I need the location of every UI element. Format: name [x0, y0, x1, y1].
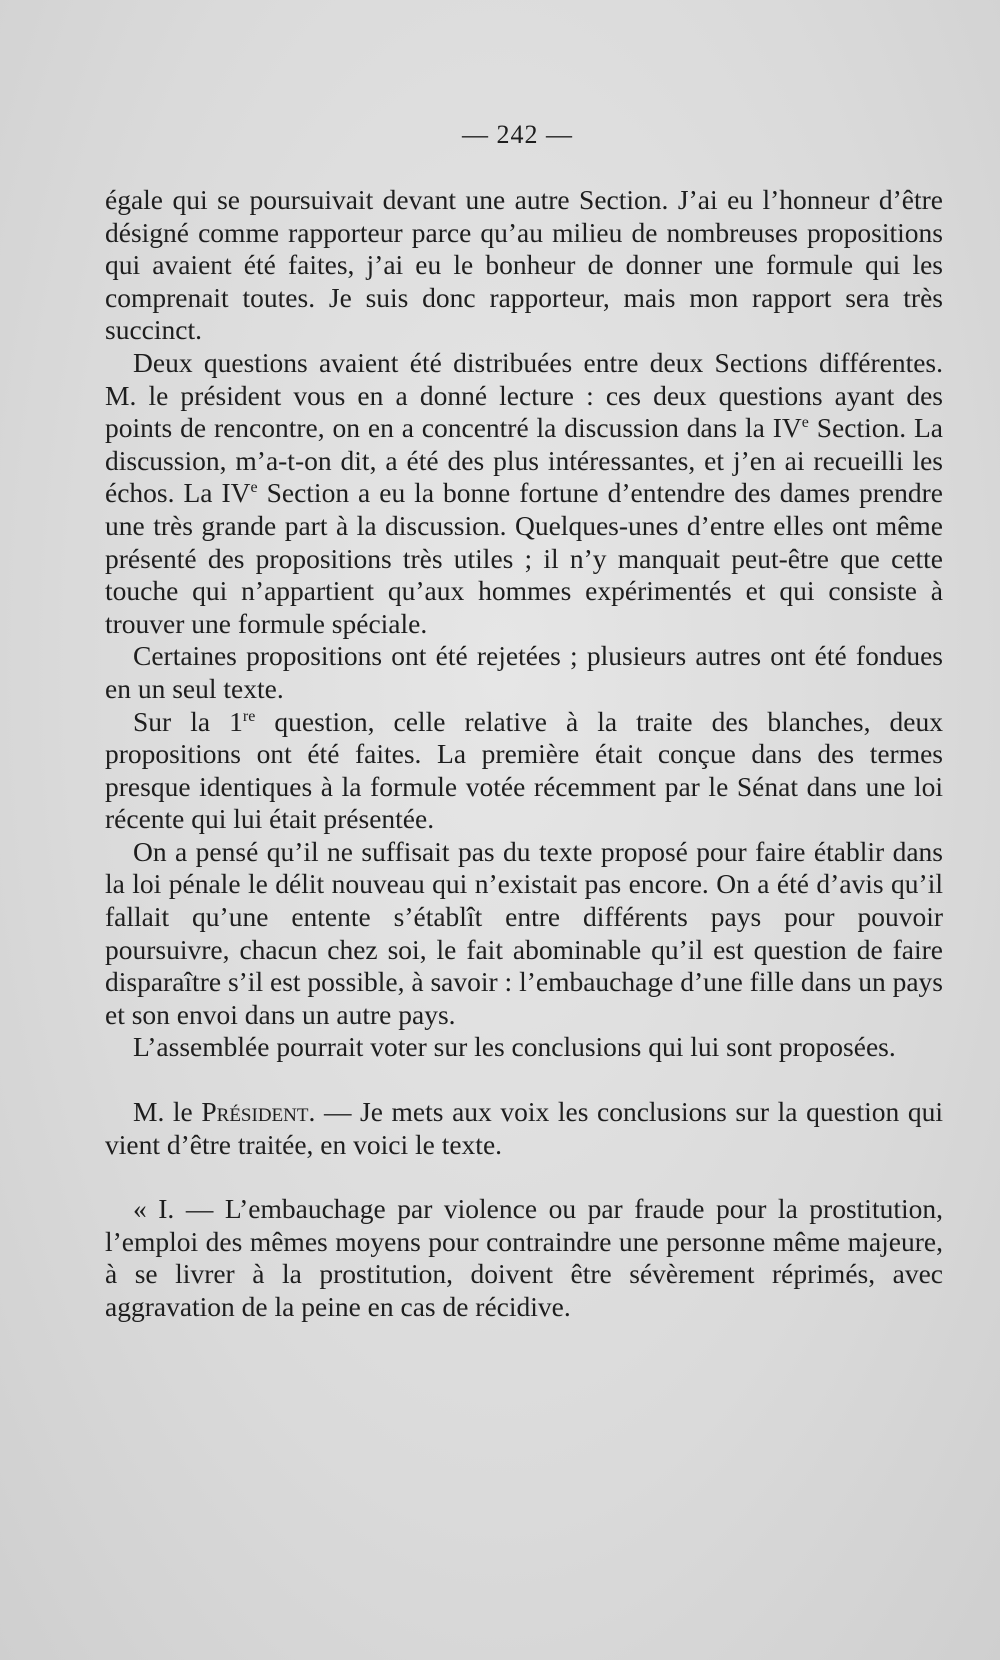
paragraph-text: . — Je mets aux voix les conclusions sur la question qui vient d’être traitée, en voici le texte. — [105, 1096, 943, 1160]
speaker-name: Président — [201, 1096, 309, 1128]
paragraph-text: Sur la 1 — [133, 705, 243, 737]
paragraph-sections — [105, 347, 943, 640]
paragraph-text: Section. La discussion, m’a-t-on dit, a été des plus intéressantes, et j’en ai recueilli les échos. La IV — [105, 412, 943, 509]
page-number: — 242 — — [462, 120, 573, 149]
paragraph-conclusion-one — [105, 1193, 943, 1323]
superscript: re — [242, 707, 256, 725]
paragraph-text: égale qui se poursuivait devant une autre Section. J’ai eu l’honneur d’être désigné comme rapporteur parce qu’au milieu de nombreuses propositions qui avaient été faites, j’ai eu le bonheur de donner une formule qui les comprenait toutes. Je suis donc rapporteur, mais mon rapport sera très succinct. — [105, 184, 943, 346]
paragraph-text: Certaines propositions ont été rejetées ; plusieurs autres ont été fondues en un seul texte. — [105, 640, 943, 704]
paragraph-continuation — [105, 184, 943, 347]
paragraph-text: On a pensé qu’il ne suffisait pas du texte proposé pour faire établir dans la loi pénale le délit nouveau qui n’existait pas encore. On a été d’avis qu’il fallait qu’une entente s’établît entre différents pays pour pouvoir poursuivre, chacun chez soi, le fait abominable qu’il est question de faire disparaître s’il est possible, à savoir : l’embauchage d’une fille dans un pays et son envoi dans un autre pays. — [105, 835, 943, 1030]
superscript: e — [801, 414, 809, 432]
paragraph-assembly — [105, 1031, 943, 1064]
paragraph-text: « I. — L’embauchage par violence ou par fraude pour la prostitution, l’emploi des mêmes moyens pour contraindre une personne même majeure, à se livrer à la prostitution, doivent être sévèrement réprimés, avec aggravation de la peine en cas de récidive. — [105, 1193, 943, 1322]
paragraph-text: question, celle relative à la traite des blanches, deux propositions ont été faites. La première était conçue dans des termes presque identiques à la formule votée récemment par le Sénat dans une loi récente qui lui était présentée. — [105, 705, 943, 835]
paragraph-text: Section a eu la bonne fortune d’entendre des dames prendre une très grande part à la discussion. Quelques-unes d’entre elles ont même présenté des propositions très utiles ; il n’y manquait peut-être que cette touche qui n’appartient qu’aux hommes expérimentés et qui consiste à trouver une formule spéciale. — [105, 477, 943, 639]
paragraph-rejected — [105, 640, 943, 705]
speaker-prefix: M. le — [133, 1096, 202, 1128]
superscript: e — [250, 479, 258, 497]
paragraph-text: L’assemblée pourrait voter sur les conclusions qui lui sont proposées. — [133, 1031, 896, 1063]
body-text — [105, 184, 943, 1324]
paragraph-president — [105, 1096, 943, 1161]
paragraph-penal-law — [105, 836, 943, 1032]
paragraph-text: Deux questions avaient été distribuées entre deux Sections différentes. M. le président vous en a donné lecture : ces deux questions ayant des points de rencontre, on en a concentré la discussion dans la IV — [105, 346, 943, 444]
paragraph-first-question — [105, 706, 943, 836]
